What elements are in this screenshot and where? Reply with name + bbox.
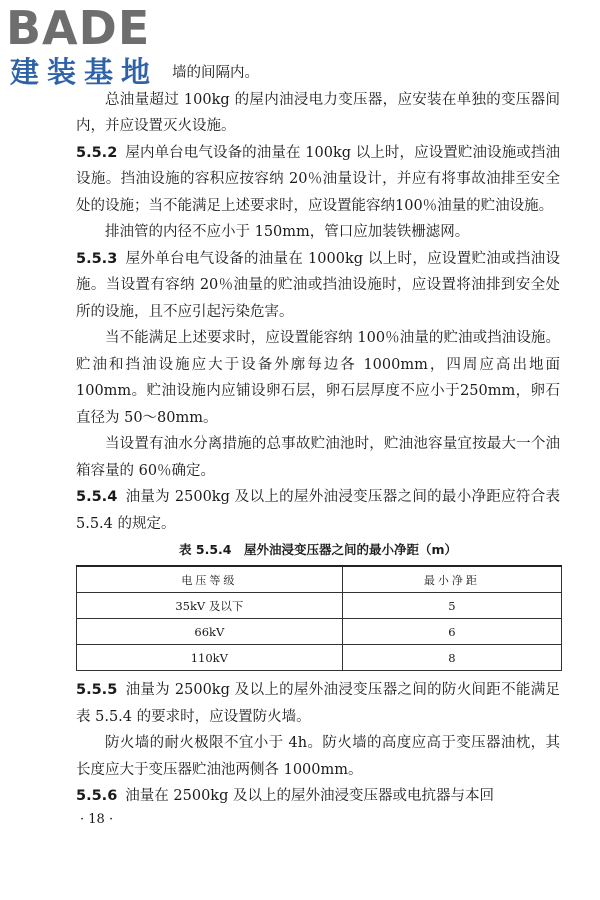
table-cell: 66kV — [77, 619, 343, 645]
paragraph: 当设置有油水分离措施的总事故贮油池时，贮油池容量宜按最大一个油箱容量的 60％确定。 — [76, 436, 560, 479]
clause-text: 屋内单台电气设备的油量在 100kg 以上时，应设置贮油设施或挡油设施。挡油设施的容积应按容纳 20％油量设计，并应有将事故油排至安全处的设施；当不能满足上述要求时，应设置能容纳100％油量的贮油设施。 — [76, 144, 560, 214]
clause-text: 油量在 2500kg 及以上的屋外油浸变压器或电抗器与本回 — [125, 788, 494, 804]
clause-number: 5.5.4 — [76, 489, 118, 505]
clause-5-5-6 — [76, 783, 560, 810]
continuation-line: 墙的间隔内。 — [172, 65, 259, 81]
clause-text: 油量为 2500kg 及以上的屋外油浸变压器之间的最小净距应符合表 5.5.4 的规定。 — [76, 489, 560, 532]
clause-5-5-5 — [76, 677, 560, 730]
clause-text: 油量为 2500kg 及以上的屋外油浸变压器之间的防火间距不能满足表 5.5.4 的要求时，应设置防火墙。 — [76, 682, 560, 725]
paragraph: 当不能满足上述要求时，应设置能容纳 100％油量的贮油或挡油设施。贮油和挡油设施应大于设备外廓每边各 1000mm，四周应高出地面 100mm。贮油设施内应铺设卵石层，卵石层厚度不应小于250mm，卵石直径为 50～80mm。 — [76, 330, 560, 426]
clause-5-5-3 — [76, 246, 560, 326]
clause-5-5-4 — [76, 484, 560, 537]
table-row — [77, 619, 562, 645]
clause-number: 5.5.5 — [76, 682, 118, 698]
clause-5-5-2 — [76, 140, 560, 220]
clause-number: 5.5.2 — [76, 144, 118, 161]
clause-number: 5.5.6 — [76, 788, 118, 804]
clause-number: 5.5.3 — [76, 250, 118, 267]
table-cell: 8 — [342, 645, 561, 671]
table-cell: 35kV 及以下 — [77, 593, 343, 619]
paragraph: 排油管的内径不应小于 150mm，管口应加装铁栅滤网。 — [105, 224, 470, 240]
page-number: · 18 · — [80, 811, 114, 827]
paragraph: 总油量超过 100kg 的屋内油浸电力变压器，应安装在单独的变压器间内，并应设置灭火设施。 — [76, 91, 560, 134]
table-cell: 6 — [342, 619, 561, 645]
table-cell: 110kV — [77, 645, 343, 671]
logo-wordmark: BADE — [6, 1, 151, 55]
paragraph: 防火墙的耐火极限不宜小于 4h。防火墙的高度应高于变压器油枕，其长度应大于变压器贮油池两侧各 1000mm。 — [76, 735, 560, 778]
table-cell: 5 — [342, 593, 561, 619]
table-row — [77, 645, 562, 671]
logo-subtitle: 建装基地 — [10, 55, 159, 89]
table-caption: 表 5.5.4 屋外油浸变压器之间的最小净距（m） — [179, 542, 457, 557]
clearance-table — [76, 565, 562, 671]
column-header: 最小净距 — [342, 566, 561, 593]
clause-text: 屋外单台电气设备的油量在 1000kg 以上时，应设置贮油或挡油设施。当设置有容纳 20％油量的贮油或挡油设施时，应设置将油排到安全处所的设施，且不应引起污染危害。 — [76, 250, 560, 320]
table-row — [77, 593, 562, 619]
column-header: 电压等级 — [77, 566, 343, 593]
table-header-row — [77, 566, 562, 593]
document-page — [76, 60, 560, 827]
